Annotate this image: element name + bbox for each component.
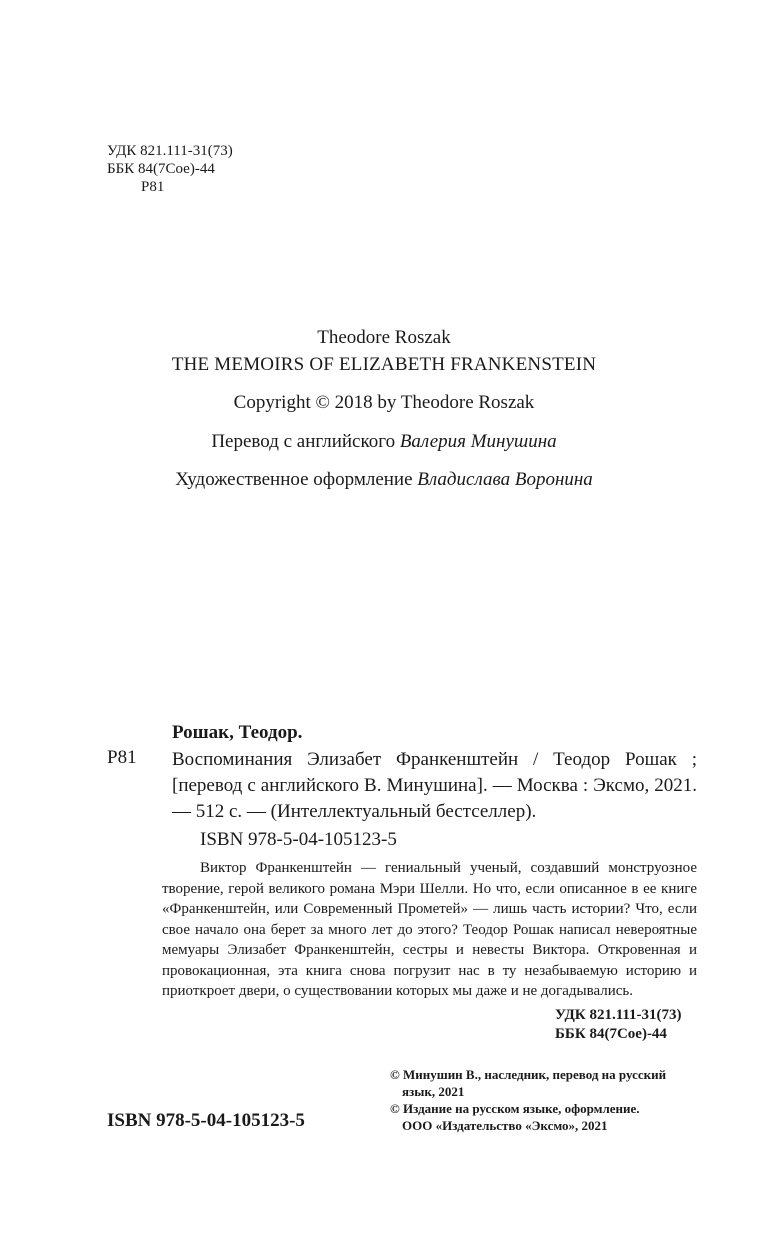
bbk-code: ББК 84(7Сое)-44 bbox=[107, 161, 215, 177]
bib-udk: УДК 821.111-31(73) bbox=[555, 1007, 682, 1023]
rights-translation: © Минушин В., наследник, перевод на русский bbox=[390, 1067, 667, 1082]
author-mark: Р81 bbox=[141, 179, 165, 195]
translation-label: Перевод с английского bbox=[211, 431, 400, 452]
isbn-bottom: ISBN 978-5-04-105123-5 bbox=[107, 1110, 305, 1131]
designer-name: Владислава Воронина bbox=[417, 469, 593, 490]
bib-author-mark: Р81 bbox=[107, 747, 137, 768]
bib-bbk: ББК 84(7Сое)-44 bbox=[555, 1026, 667, 1042]
bib-description: Воспоминания Элизабет Франкенштейн / Теодор Рошак ; [перевод с английского В. Минушина]. — Москва : Эксмо, 2021. — 512 с. — (Интеллектуальный бестселлер). bbox=[172, 749, 697, 822]
bib-author: Рошак, Теодор. bbox=[172, 722, 303, 743]
rights-edition: © Издание на русском языке, оформление. bbox=[390, 1101, 640, 1116]
udk-code: УДК 821.111-31(73) bbox=[107, 143, 233, 159]
rights-translation-cont: язык, 2021 bbox=[402, 1084, 465, 1099]
design-label: Художественное оформление bbox=[175, 469, 418, 490]
translation-credit bbox=[0, 431, 768, 453]
bib-classification bbox=[555, 1006, 682, 1044]
copyright-line: Copyright © 2018 by Theodore Roszak bbox=[233, 392, 535, 413]
classification-codes bbox=[107, 142, 233, 196]
translator-name: Валерия Минушина bbox=[399, 431, 557, 452]
original-title: THE MEMOIRS OF ELIZABETH FRANKENSTEIN bbox=[171, 354, 597, 375]
rights-edition-cont: ООО «Издательство «Эксмо», 2021 bbox=[402, 1118, 608, 1133]
design-credit bbox=[0, 469, 768, 491]
annotation: Виктор Франкенштейн — гениальный ученый, создавший монструозное творение, герой великого романа Мэри Шелли. Но что, если описанное в ее книге «Франкенштейн, или Современный Прометей» — лишь часть истории? Что, если свое начало она берет за много лет до этого? Теодор Рошак написал невероятные мемуары Элизабет Франкенштейн, сестры и невесты Виктора. Откровенная и провокационная, эта книга снова погрузит нас в ту незабываемую историю и приоткроет двери, о существовании которых мы даже и не догадывались. bbox=[162, 860, 697, 999]
original-author: Theodore Roszak bbox=[317, 327, 451, 348]
rights-notice bbox=[390, 1066, 666, 1134]
bib-isbn: ISBN 978-5-04-105123-5 bbox=[200, 829, 397, 850]
